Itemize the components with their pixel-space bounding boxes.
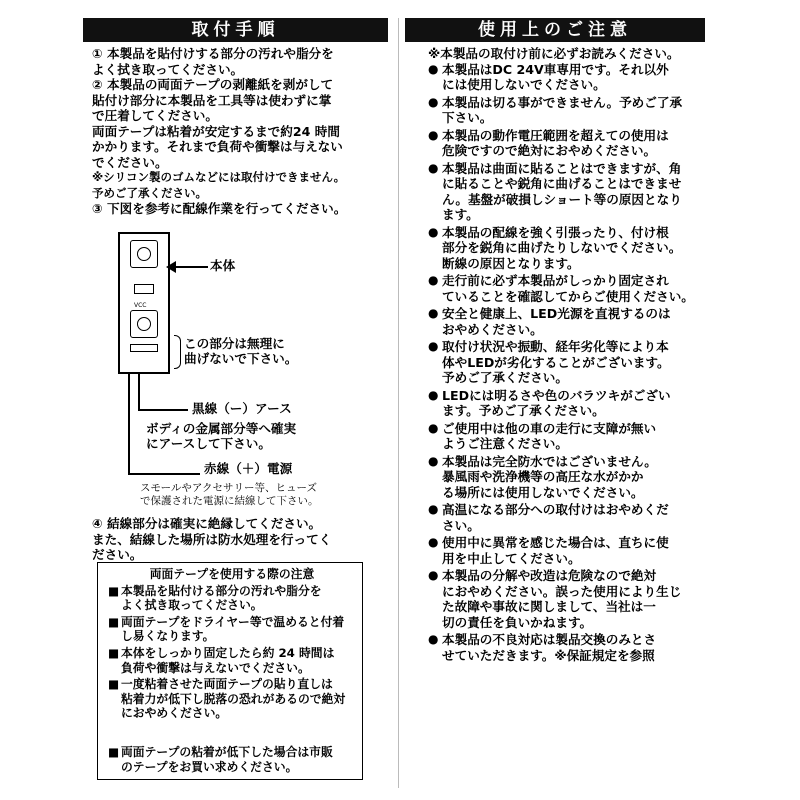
black-wire-lead: [138, 409, 188, 411]
caution-item: ● 本製品の分解や改造は危険なので絶対 におやめください。誤った使用により生じ た故障や事故に関しまして、当社は一 切の責任を負いかねます。: [428, 568, 682, 630]
usage-cautions: [428, 46, 708, 665]
circle-bullet-icon: ●: [428, 387, 439, 402]
step-3: ③ 下図を参考に配線作業を行ってください。: [92, 201, 347, 216]
tape-note-item: ■ 本製品を貼付ける部分の汚れや脂分を よく拭き取ってください。: [108, 583, 322, 613]
caution-item: ● ご使用中は他の車の走行に支障が無い ようご注意ください。: [428, 420, 657, 451]
arrow-line: [170, 266, 208, 268]
caution-item: ● 本製品は完全防水ではございません。 暴風雨や洗浄機等の高圧な水がかか る場所には使用しないでください。: [428, 453, 657, 500]
red-wire-lead: [128, 473, 200, 475]
circle-bullet-icon: ●: [428, 306, 439, 320]
bend-bracket: [174, 335, 181, 369]
circle-bullet-icon: ●: [428, 632, 439, 646]
tape-box-title: 両面テープを使用する際の注意: [149, 567, 315, 581]
resistor-component: [134, 284, 154, 294]
tape-note-item: ■ 一度粘着させた両面テープの貼り直しは 粘着力が低下し脱落の恐れがあるので絶対 におやめください。: [108, 677, 346, 721]
caution-item: ● 本製品は切る事ができません。予めご了承 下さい。: [428, 94, 683, 125]
double-sided-tape-notes: [97, 562, 363, 780]
caution-item: ● 使用中に異常を感じた場合は、直ちに使 用を中止してください。: [428, 535, 669, 566]
circle-bullet-icon: ●: [428, 127, 439, 142]
black-wire-label: 黒線（ー）アース: [192, 401, 292, 416]
circle-bullet-icon: ●: [428, 420, 439, 435]
caution-item: ● 本製品は曲面に貼ることはできますが、角 に貼ることや鋭角に曲げることはできませ ん。基盤が破損しショート等の原因となり ます。: [428, 160, 682, 222]
tape-note-item: ■ 両面テープをドライヤー等で温めると付着 し易くなります。: [108, 614, 345, 644]
usage-cautions-header: 使用上のご注意: [405, 18, 705, 42]
square-bullet-icon: ■: [108, 614, 120, 629]
tape-note-item: ■ 本体をしっかり固定したら約 24 時間は 負荷や衝撃は与えないでください。: [108, 645, 335, 675]
led-chip: [130, 240, 158, 268]
circle-bullet-icon: ●: [428, 273, 439, 287]
install-steps: [92, 46, 392, 217]
circle-bullet-icon: ●: [428, 94, 439, 109]
square-bullet-icon: ■: [108, 677, 120, 692]
red-wire: [128, 374, 130, 474]
led-strip-body: [118, 232, 170, 374]
caution-list: [428, 62, 708, 664]
silicone-note: ※シリコン製のゴムなどには取付けできません。 予めご了承ください。: [92, 170, 346, 200]
circle-bullet-icon: ●: [428, 535, 439, 549]
install-steps-header: 取付手順: [83, 18, 388, 42]
caution-item: ● 安全と健康上、LED光源を直視するのは おやめください。: [428, 306, 671, 337]
caution-item: ● 走行前に必ず本製品がしっかり固定され ていることを確認してからご使用ください。: [428, 273, 694, 304]
square-bullet-icon: ■: [108, 744, 120, 759]
caution-intro: ※本製品の取付け前に必ずお読みください。: [428, 46, 680, 61]
solder-pads: [130, 344, 158, 352]
square-bullet-icon: ■: [108, 583, 120, 598]
caution-item: ● 本製品の動作電圧範囲を超えての使用は 危険ですので絶対におやめください。: [428, 127, 669, 158]
circle-bullet-icon: ●: [428, 568, 439, 582]
step-1: ① 本製品を貼付けする部分の汚れや脂分を よく拭き取ってください。: [92, 46, 334, 77]
circle-bullet-icon: ●: [428, 61, 439, 76]
ground-note: ボディの金属部分等へ確実 にアースして下さい。: [146, 421, 297, 451]
board-mark: VCC: [134, 302, 147, 309]
caution-item: ● LEDには明るさや色のバラツキがござい ます。予めご了承ください。: [428, 387, 671, 418]
circle-bullet-icon: ●: [428, 453, 439, 468]
body-label: 本体: [210, 258, 236, 273]
wiring-diagram: [110, 232, 360, 512]
caution-item: ● 高温になる部分への取付けはおやめくだ さい。: [428, 502, 669, 533]
caution-item: ● 本製品の不良対応は製品交換のみとさ せていただきます。※保証規定を参照: [428, 632, 657, 663]
tape-note-item: ■ 両面テープの粘着が低下した場合は市販 のテープをお買い求めください。: [108, 744, 333, 774]
led-chip: [130, 310, 158, 338]
circle-bullet-icon: ●: [428, 339, 439, 353]
red-wire-label: 赤線（＋）電源: [204, 461, 293, 476]
step-2: ② 本製品の両面テープの剥離紙を剥がして 貼付け部分に本製品を工具等は使わずに掌 で圧着してください。 両面テープは粘着が安定するまで約24 時間 かかります。それまで負荷や衝撃は与えない でください。: [92, 77, 343, 170]
caution-item: ● 本製品はDC 24V車専用です。それ以外 には使用しないでください。: [428, 61, 669, 92]
caution-item: ● 取付け状況や振動、経年劣化等により本 体やLEDが劣化することがございます。 予めご了承ください。: [428, 339, 670, 385]
circle-bullet-icon: ●: [428, 224, 439, 239]
black-wire: [138, 374, 140, 410]
circle-bullet-icon: ●: [428, 502, 439, 516]
column-divider: [398, 18, 399, 788]
power-note: スモールやアクセサリー等、ヒューズ で保護された電源に結線して下さい。: [140, 482, 319, 507]
bend-note: この部分は無理に 曲げないで下さい。: [184, 336, 298, 366]
circle-bullet-icon: ●: [428, 160, 439, 175]
step-4: ④ 結線部分は確実に絶縁してください。 また、結線した場所は防水処理を行ってく ださい。: [92, 516, 332, 562]
square-bullet-icon: ■: [108, 645, 120, 660]
caution-item: ● 本製品の配線を強く引張ったり、付け根 部分を鋭角に曲げたりしないでください。 断線の原因となります。: [428, 224, 682, 271]
